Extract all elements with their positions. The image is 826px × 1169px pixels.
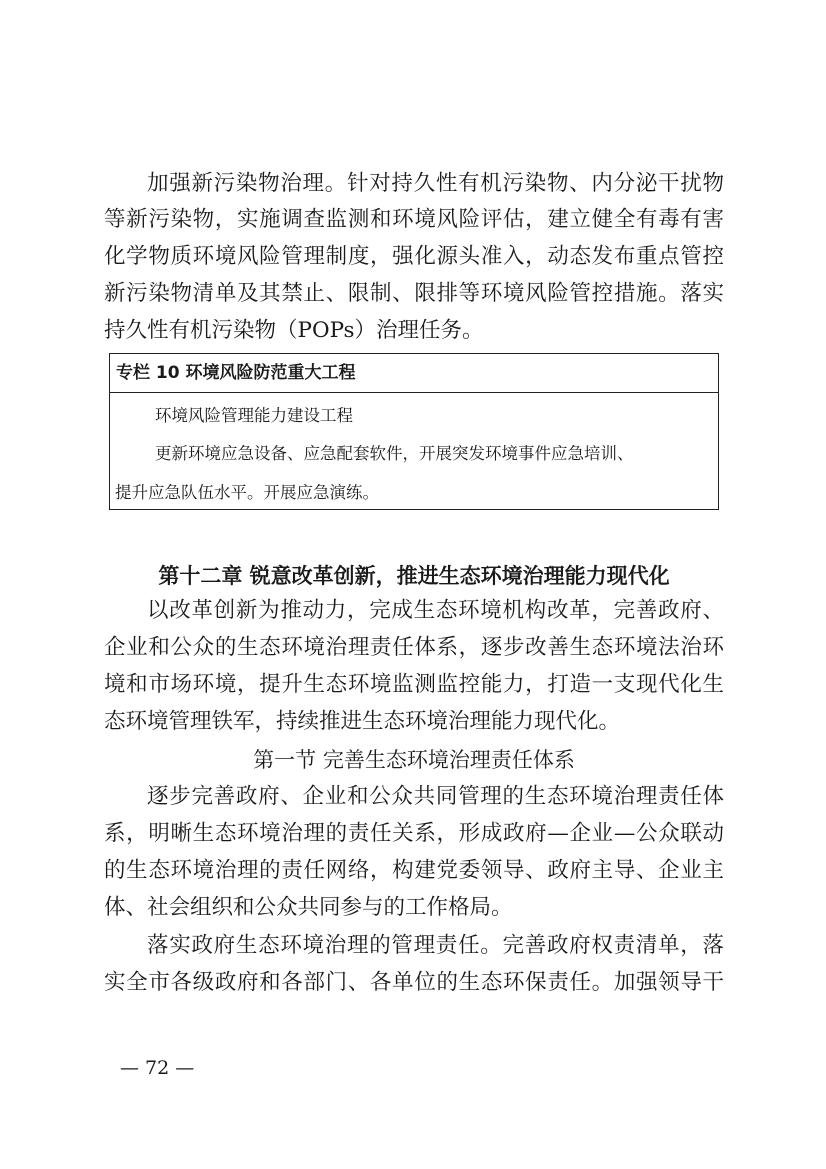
text-line: 持久性有机污染物（POPs）治理任务。 — [104, 318, 484, 343]
page-number: — 72 — — [120, 1057, 195, 1079]
text-line: 实全市各级政府和各部门、各单位的生态环保责任。加强领导干 — [104, 970, 724, 995]
text-line: 新污染物清单及其禁止、限制、限排等环境风险管控措施。落实 — [104, 281, 724, 306]
column-box-item-text: 提升应急队伍水平。开展应急演练。 — [115, 483, 379, 502]
text-line: 以改革创新为推动力，完成生态环境机构改革，完善政府、 — [147, 598, 724, 623]
text-line: 体、社会组织和公众共同参与的工作格局。 — [104, 895, 513, 920]
text-line: 化学物质环境风险管理制度，强化源头准入，动态发布重点管控 — [104, 244, 724, 269]
text-line: 态环境管理铁军，持续推进生态环境治理能力现代化。 — [104, 709, 621, 734]
text-line: 加强新污染物治理。针对持久性有机污染物、内分泌干扰物 — [147, 171, 724, 196]
text-line: 落实政府生态环境治理的管理责任。完善政府权责清单，落 — [147, 933, 724, 958]
text-line: 等新污染物，实施调查监测和环境风险评估，建立健全有毒有害 — [104, 207, 724, 232]
column-box-title: 专栏 10 环境风险防范重大工程 — [110, 354, 718, 393]
text-line: 企业和公众的生态环境治理责任体系，逐步改善生态环境法治环 — [104, 635, 724, 660]
column-box-item-title: 环境风险管理能力建设工程 — [155, 406, 353, 425]
chapter-title: 第十二章 锐意改革创新，推进生态环境治理能力现代化 — [158, 564, 670, 588]
column-box-environmental-risk — [109, 353, 719, 510]
text-line: 系，明晰生态环境治理的责任关系，形成政府—企业—公众联动 — [104, 821, 724, 846]
text-line: 逐步完善政府、企业和公众共同管理的生态环境治理责任体 — [147, 784, 724, 809]
column-box-item-text: 更新环境应急设备、应急配套软件，开展突发环境事件应急培训、 — [155, 444, 634, 463]
text-line: 的生态环境治理的责任网络，构建党委领导、政府主导、企业主 — [104, 858, 724, 883]
text-line: 境和市场环境，提升生态环境监测监控能力，打造一支现代化生 — [104, 672, 724, 697]
section-title: 第一节 完善生态环境治理责任体系 — [253, 748, 575, 772]
